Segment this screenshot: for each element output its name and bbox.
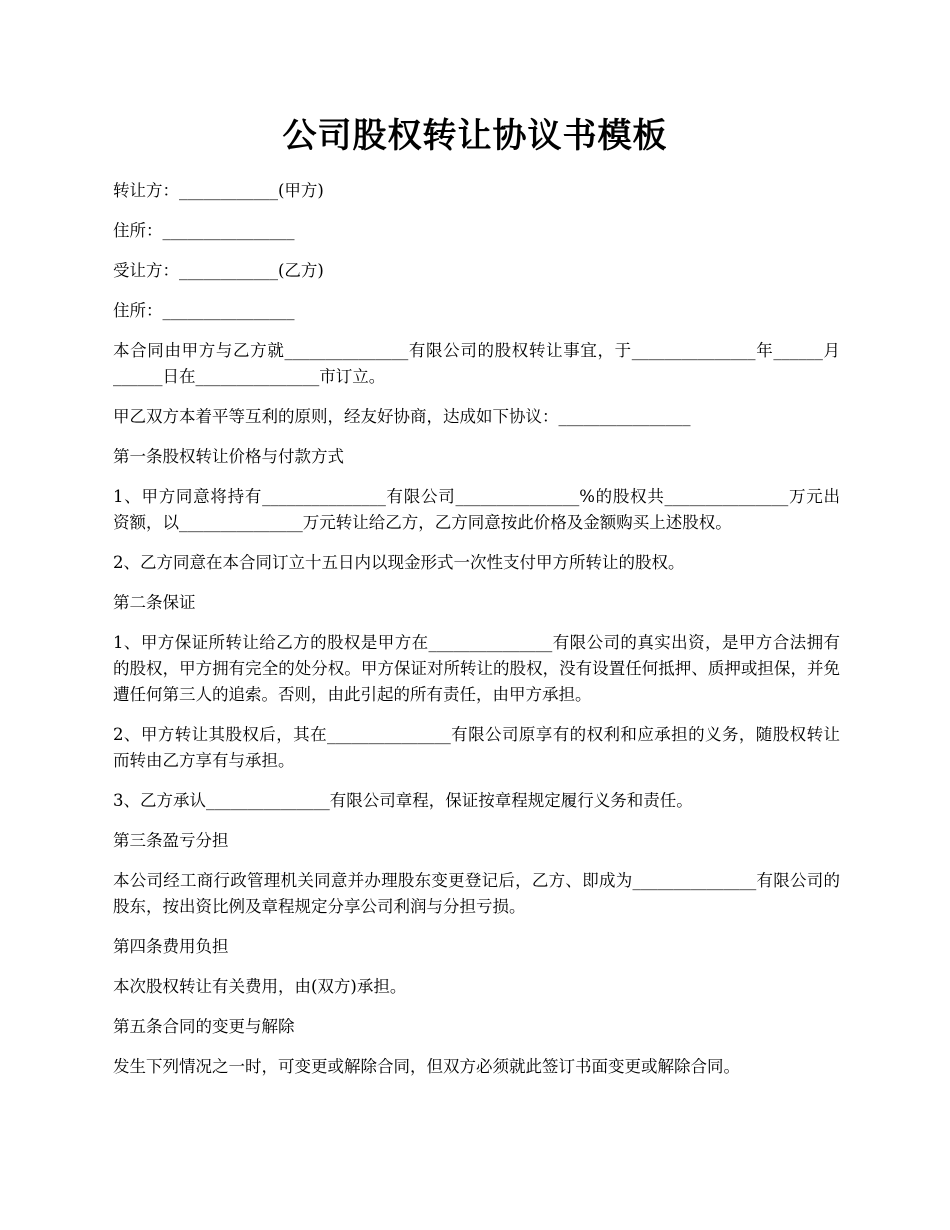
clause-4: 本次股权转让有关费用，由(双方)承担。 [113, 977, 407, 996]
paragraph-transferor-address: 住所：________________ [113, 221, 295, 240]
section-heading-4: 第四条费用负担 [113, 937, 229, 956]
clause-5: 发生下列情况之一时，可变更或解除合同，但双方必须就此签订书面变更或解除合同。 [113, 1057, 740, 1076]
paragraph-intro: 本合同由甲方与乙方就_______________有限公司的股权转让事宜，于_______________年______月______日在_______________市订立。 [113, 341, 840, 386]
section-heading-3: 第三条盈亏分担 [113, 831, 229, 850]
paragraph-transferee: 受让方：____________(乙方) [113, 261, 324, 280]
document-title: 公司股权转让协议书模板 [282, 116, 668, 156]
clause-2-3: 3、乙方承认_______________有限公司章程，保证按章程规定履行义务和责任。 [113, 791, 693, 810]
paragraph-agreement: 甲乙双方本着平等互利的原则，经友好协商，达成如下协议：________________ [113, 407, 691, 426]
clause-3: 本公司经工商行政管理机关同意并办理股东变更登记后，乙方、即成为_______________有限公司的股东，按出资比例及章程规定分享公司利润与分担亏损。 [113, 871, 840, 916]
clause-2-1: 1、甲方保证所转让给乙方的股权是甲方在_______________有限公司的真实出资，是甲方合法拥有的股权，甲方拥有完全的处分权。甲方保证对所转让的股权，没有设置任何抵押、质押或担保，并免遭任何第三人的追索。否则，由此引起的所有责任，由甲方承担。 [113, 633, 840, 704]
clause-2-2: 2、甲方转让其股权后，其在_______________有限公司原享有的权利和应承担的义务，随股权转让而转由乙方享有与承担。 [113, 725, 840, 770]
section-heading-1: 第一条股权转让价格与付款方式 [113, 447, 344, 466]
paragraph-transferee-address: 住所：________________ [113, 301, 295, 320]
paragraph-transferor: 转让方：____________(甲方) [113, 181, 324, 200]
section-heading-5: 第五条合同的变更与解除 [113, 1017, 295, 1036]
clause-1-1: 1、甲方同意将持有_______________有限公司_______________%的股权共_______________万元出资额，以_______________万元转让给乙方，乙方同意按此价格及金额购买上述股权。 [113, 487, 840, 532]
section-heading-2: 第二条保证 [113, 593, 196, 612]
document-body [113, 178, 840, 1094]
clause-1-2: 2、乙方同意在本合同订立十五日内以现金形式一次性支付甲方所转让的股权。 [113, 553, 685, 572]
